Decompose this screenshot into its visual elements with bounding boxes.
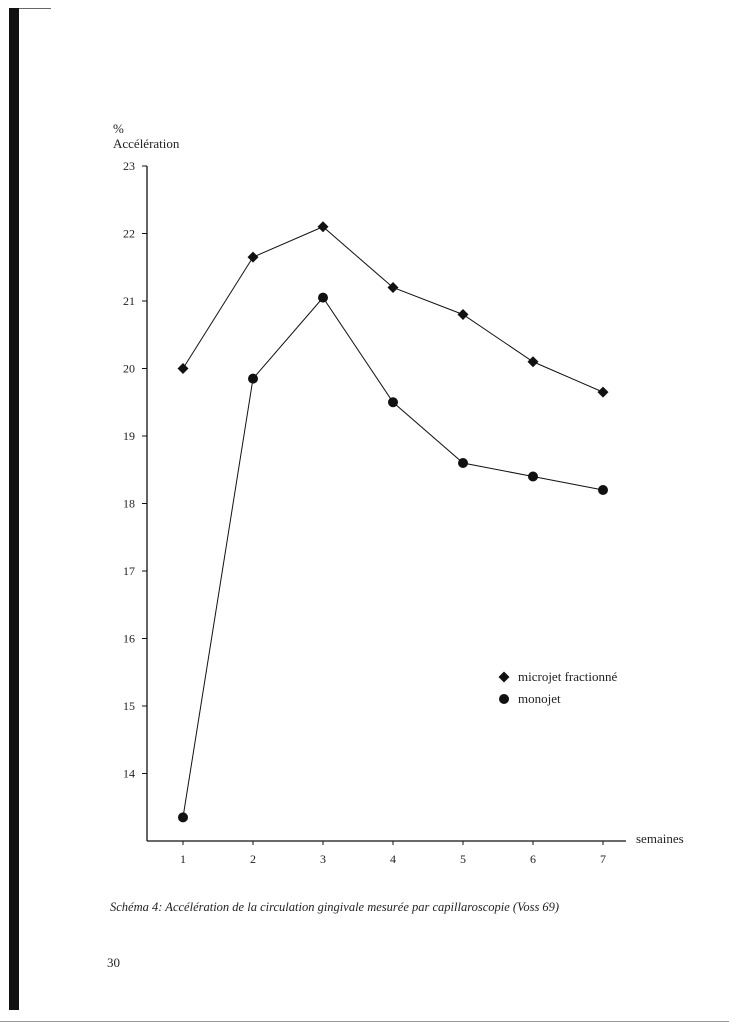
legend-label: monojet [518,691,561,706]
y-tick-label: 20 [123,361,135,376]
legend-label: microjet fractionné [518,669,618,684]
data-point-circle [388,397,398,407]
y-tick-label: 21 [123,294,135,308]
legend-marker [499,672,510,683]
series-2 [178,293,608,823]
x-tick-label: 6 [530,852,536,866]
data-point-diamond [528,356,539,367]
series-1 [178,221,609,397]
series-line [183,298,603,818]
x-tick-label: 4 [390,852,396,866]
legend-marker [499,694,509,704]
scan-bottom-mark [0,1021,729,1022]
data-point-diamond [458,309,469,320]
data-point-circle [598,485,608,495]
data-point-diamond [178,363,189,374]
y-tick-label: 22 [123,226,135,241]
series-line [183,227,603,392]
data-point-diamond [598,387,609,398]
x-tick-label: 7 [600,852,606,866]
page-number: 30 [107,955,120,970]
y-tick-label: 15 [123,699,135,713]
y-tick-label: 14 [123,766,135,781]
figure-caption: Schéma 4: Accélération de la circulation gingivale mesurée par capillaroscopie (Voss 69) [110,900,560,914]
x-axis-title: semaines [636,831,684,846]
data-point-circle [318,293,328,303]
y-tick-label: 19 [123,429,135,443]
y-axis-title: Accélération [113,136,180,151]
x-tick-label: 1 [180,852,186,866]
legend [499,669,618,706]
data-point-circle [178,812,188,822]
data-point-diamond [248,252,259,263]
data-point-circle [528,472,538,482]
x-tick-label: 2 [250,852,256,866]
x-tick-label: 3 [320,852,326,866]
y-tick-label: 16 [123,631,135,646]
y-tick-label: 17 [123,564,135,578]
series-layer [178,221,609,822]
x-tick-label: 5 [460,852,466,866]
data-point-circle [458,458,468,468]
y-tick-label: 23 [123,159,135,173]
y-axis-unit: % [113,121,124,136]
axes [123,159,626,866]
y-tick-label: 18 [123,496,135,511]
data-point-circle [248,374,258,384]
